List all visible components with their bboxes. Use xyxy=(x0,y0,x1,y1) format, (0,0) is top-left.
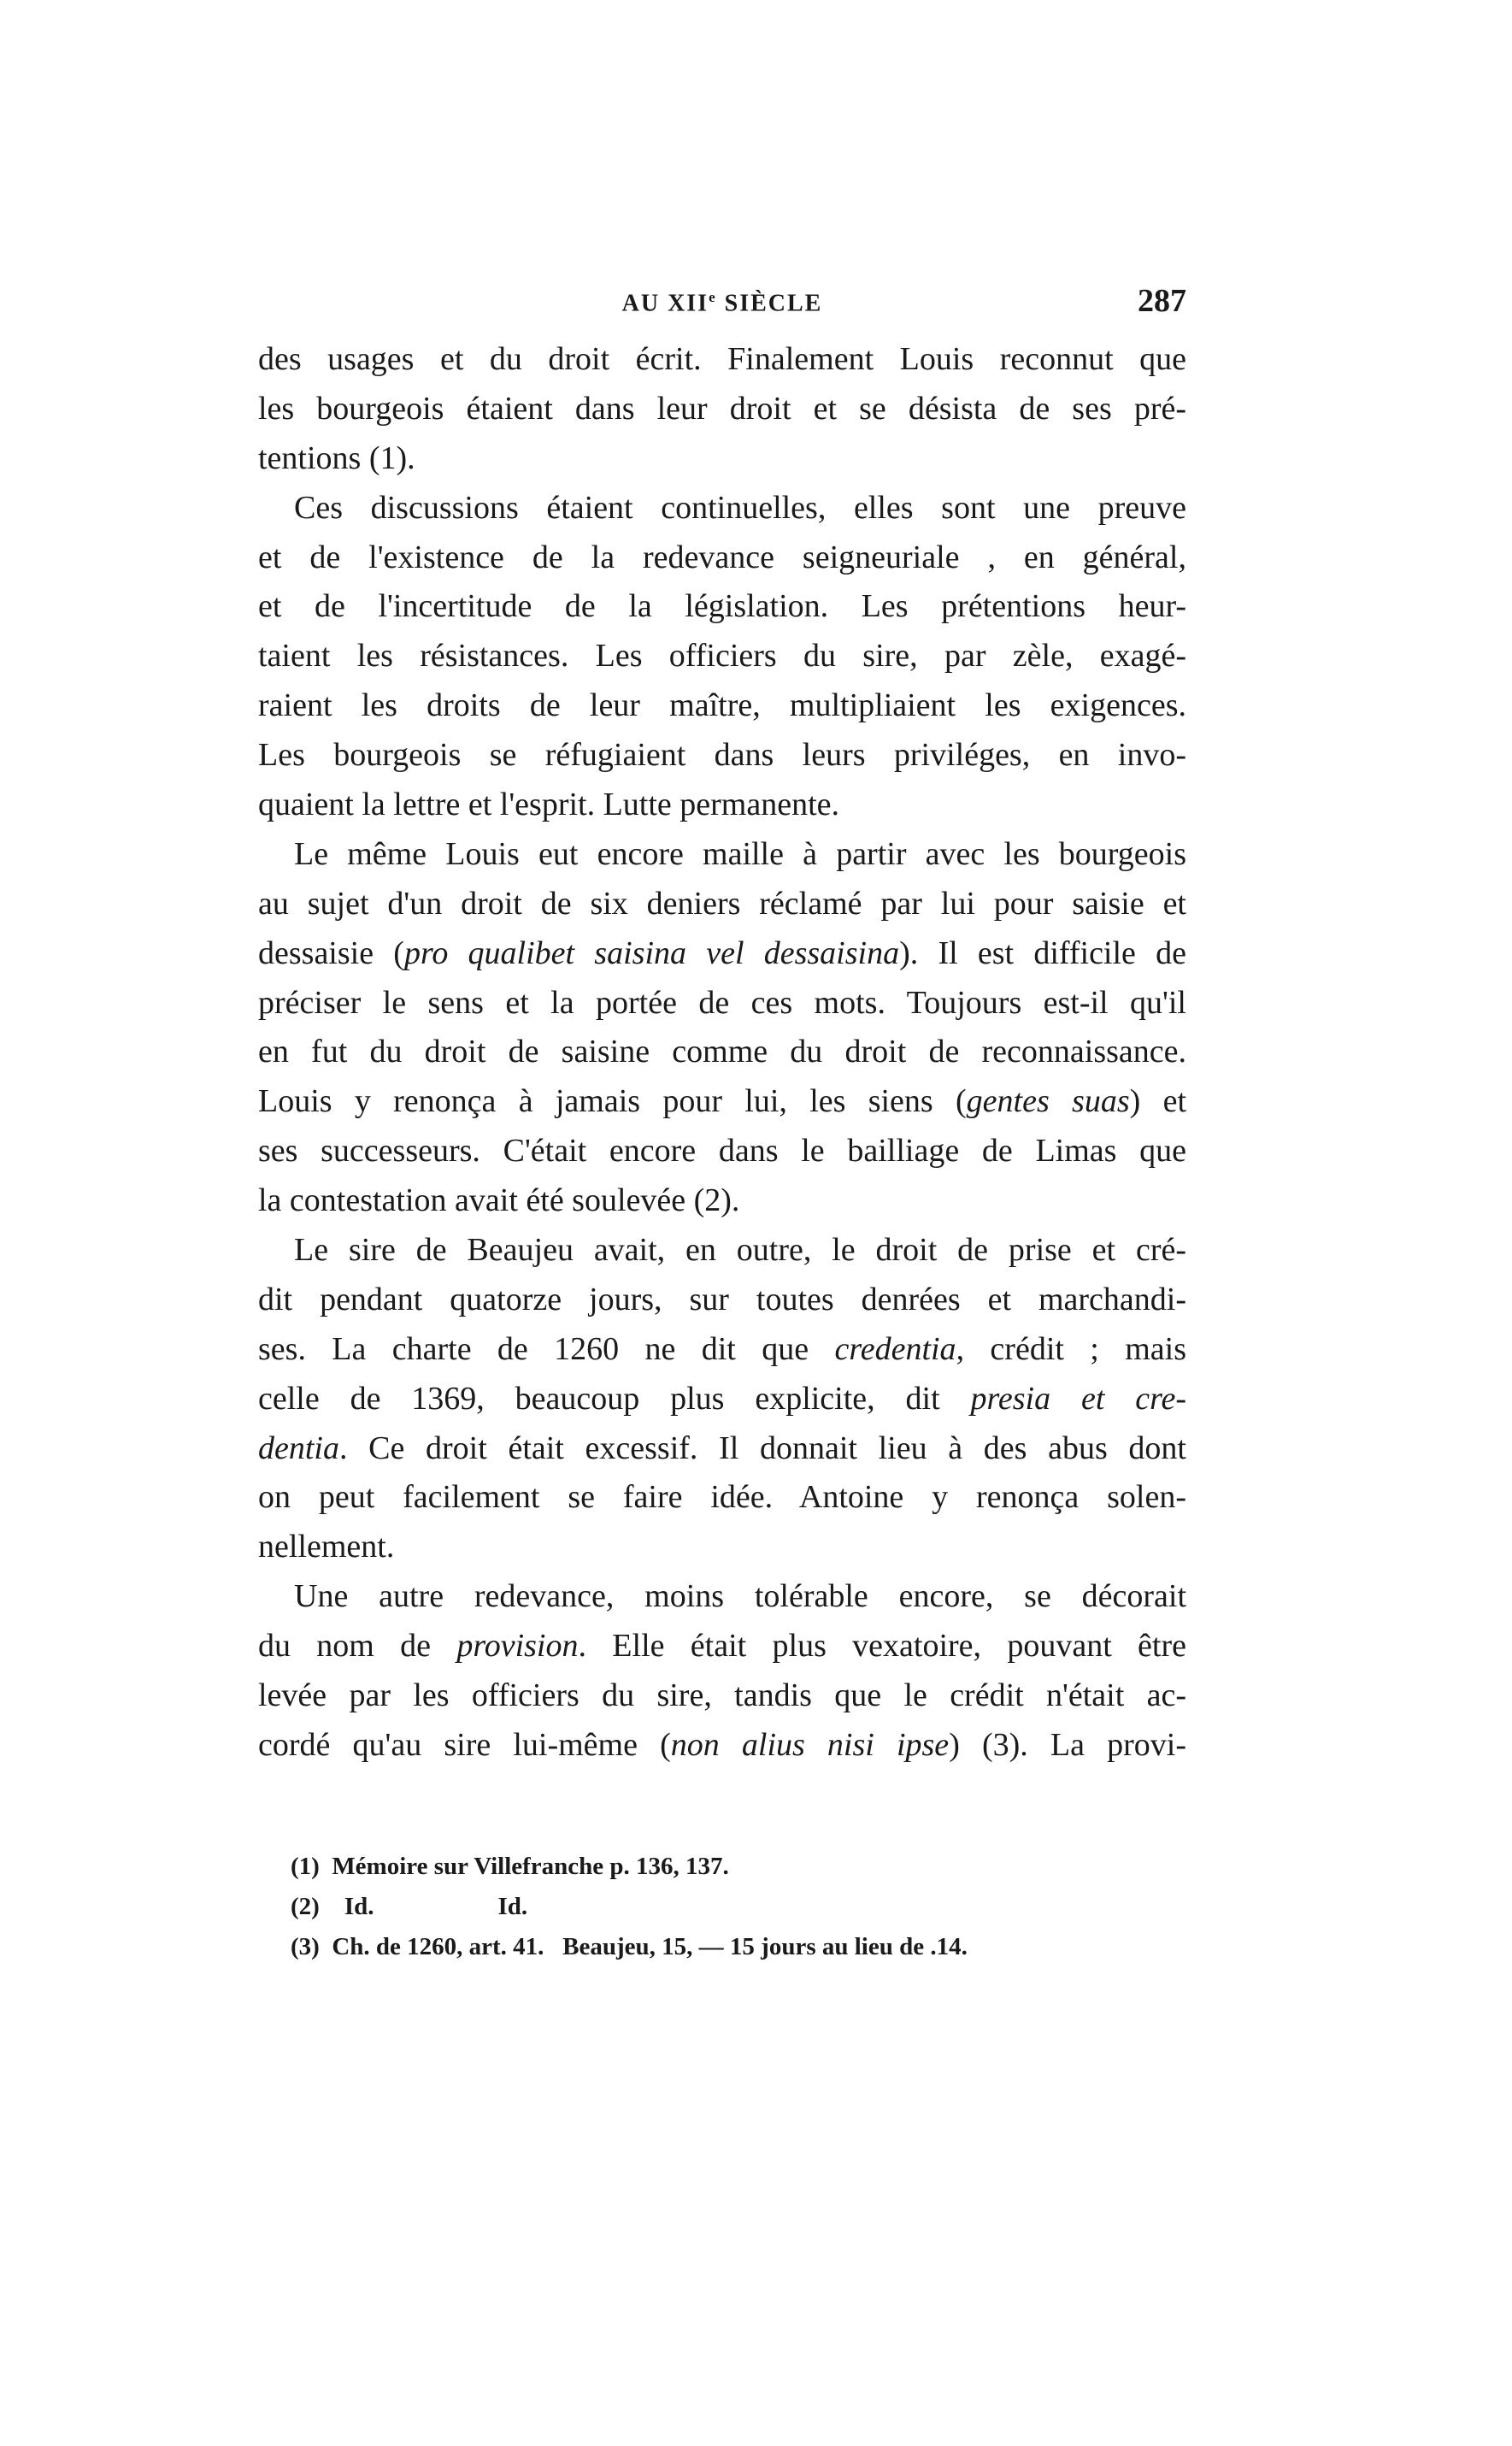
text-segment: ) et xyxy=(1129,1083,1186,1120)
running-title-text: AU XII xyxy=(621,290,709,317)
text-segment: Les bourgeois se réfugiaient dans leurs priviléges, en invo- xyxy=(258,737,1186,774)
text-line xyxy=(258,335,1186,385)
text-segment: . Ce droit était excessif. Il donnait lieu à des abus dont xyxy=(338,1429,1186,1466)
text-segment: ). Il est difficile de xyxy=(899,934,1187,971)
text-segment: dessaisie ( xyxy=(258,934,404,971)
text-line xyxy=(258,929,1186,979)
running-title xyxy=(258,289,1186,317)
text-line xyxy=(258,434,1186,484)
text-segment: et de l'existence de la redevance seigneuriale , en général, xyxy=(258,539,1186,575)
page-number: 287 xyxy=(1138,283,1186,319)
text-segment: les bourgeois étaient dans leur droit et se désista de ses pré- xyxy=(258,390,1186,427)
footnotes xyxy=(291,1847,1188,1967)
text-segment: Ces discussions étaient continuelles, elles sont une preuve xyxy=(294,489,1186,526)
text-segment: on peut facilement se faire idée. Antoine y renonça solen- xyxy=(258,1479,1186,1516)
text-segment: et de l'incertitude de la législation. Les prétentions heur- xyxy=(258,588,1186,625)
running-header xyxy=(258,282,1186,325)
text-line xyxy=(258,1176,1186,1226)
italic-text: credentia xyxy=(834,1330,956,1367)
text-segment: Le sire de Beaujeu avait, en outre, le droit de prise et cré- xyxy=(294,1232,1186,1269)
text-line xyxy=(258,979,1186,1028)
text-line xyxy=(258,1622,1186,1671)
text-line xyxy=(258,632,1186,681)
footnote: (3) Ch. de 1260, art. 41. Beaujeu, 15, — 15 jours au lieu de .14. xyxy=(291,1933,968,1960)
text-line xyxy=(258,1671,1186,1721)
text-line xyxy=(258,484,1186,533)
body-text xyxy=(258,335,1186,1771)
text-segment: quaient la lettre et l'esprit. Lutte permanente. xyxy=(258,787,840,823)
text-segment: . Elle était plus vexatoire, pouvant être xyxy=(578,1628,1186,1665)
text-segment: des usages et du droit écrit. Finalement Louis reconnut que xyxy=(258,341,1186,377)
text-line xyxy=(258,681,1186,731)
text-segment: la contestation avait été soulevée (2). xyxy=(258,1182,740,1219)
text-line xyxy=(258,1523,1186,1572)
text-segment: raient les droits de leur maître, multipliaient les exigences. xyxy=(258,687,1186,724)
text-line xyxy=(258,1226,1186,1276)
text-segment: cordé qu'au sire lui-même ( xyxy=(258,1726,671,1763)
running-title-rest: SIÈCLE xyxy=(716,290,823,317)
footnote: (2) Id. Id. xyxy=(291,1893,528,1920)
text-segment: Une autre redevance, moins tolérable encore, se décorait xyxy=(294,1578,1186,1615)
text-line xyxy=(258,385,1186,434)
text-segment: au sujet d'un droit de six deniers réclamé par lui pour saisie et xyxy=(258,885,1186,922)
text-line xyxy=(258,1028,1186,1077)
text-line xyxy=(258,1473,1186,1523)
text-segment: celle de 1369, beaucoup plus explicite, dit xyxy=(258,1380,971,1417)
footnote: (1) Mémoire sur Villefranche p. 136, 137. xyxy=(291,1853,729,1880)
italic-text: pro qualibet saisina vel dessaisina xyxy=(403,934,900,971)
text-segment: Le même Louis eut encore maille à partir avec les bourgeois xyxy=(294,835,1186,872)
text-line xyxy=(258,781,1186,830)
text-segment: taient les résistances. Les officiers du sire, par zèle, exagé- xyxy=(258,638,1186,675)
text-segment: tentions (1). xyxy=(258,439,415,476)
text-segment: ) (3). La provi- xyxy=(949,1726,1186,1763)
running-title-superscript: e xyxy=(709,289,717,305)
text-segment: dit pendant quatorze jours, sur toutes denrées et marchandi- xyxy=(258,1281,1186,1317)
text-line xyxy=(258,880,1186,929)
text-line xyxy=(258,1572,1186,1622)
italic-text: dentia xyxy=(258,1429,339,1466)
text-segment: du nom de xyxy=(258,1628,457,1665)
text-line xyxy=(258,1375,1186,1424)
text-segment: Louis y renonça à jamais pour lui, les siens ( xyxy=(258,1083,967,1120)
text-line xyxy=(258,1127,1186,1176)
text-segment: ses successeurs. C'était encore dans le bailliage de Limas que xyxy=(258,1133,1186,1170)
text-line xyxy=(258,533,1186,583)
italic-text: non alius nisi ipse xyxy=(670,1726,950,1763)
text-segment: nellement. xyxy=(258,1529,395,1565)
italic-text: presia et cre- xyxy=(970,1380,1187,1417)
text-segment: préciser le sens et la portée de ces mots. Toujours est-il qu'il xyxy=(258,984,1186,1021)
text-segment: en fut du droit de saisine comme du droit de reconnaissance. xyxy=(258,1034,1186,1070)
text-segment: ses. La charte de 1260 ne dit que xyxy=(258,1330,835,1367)
text-segment: , crédit ; mais xyxy=(956,1330,1186,1367)
text-line xyxy=(258,582,1186,632)
text-line xyxy=(258,1276,1186,1325)
text-line xyxy=(258,1721,1186,1771)
italic-text: gentes suas xyxy=(966,1083,1130,1120)
text-line xyxy=(258,830,1186,880)
text-line xyxy=(258,1325,1186,1375)
text-line xyxy=(258,731,1186,781)
italic-text: provision xyxy=(456,1628,579,1665)
text-line xyxy=(258,1424,1186,1474)
text-segment: levée par les officiers du sire, tandis que le crédit n'était ac- xyxy=(258,1677,1186,1714)
text-line xyxy=(258,1077,1186,1127)
